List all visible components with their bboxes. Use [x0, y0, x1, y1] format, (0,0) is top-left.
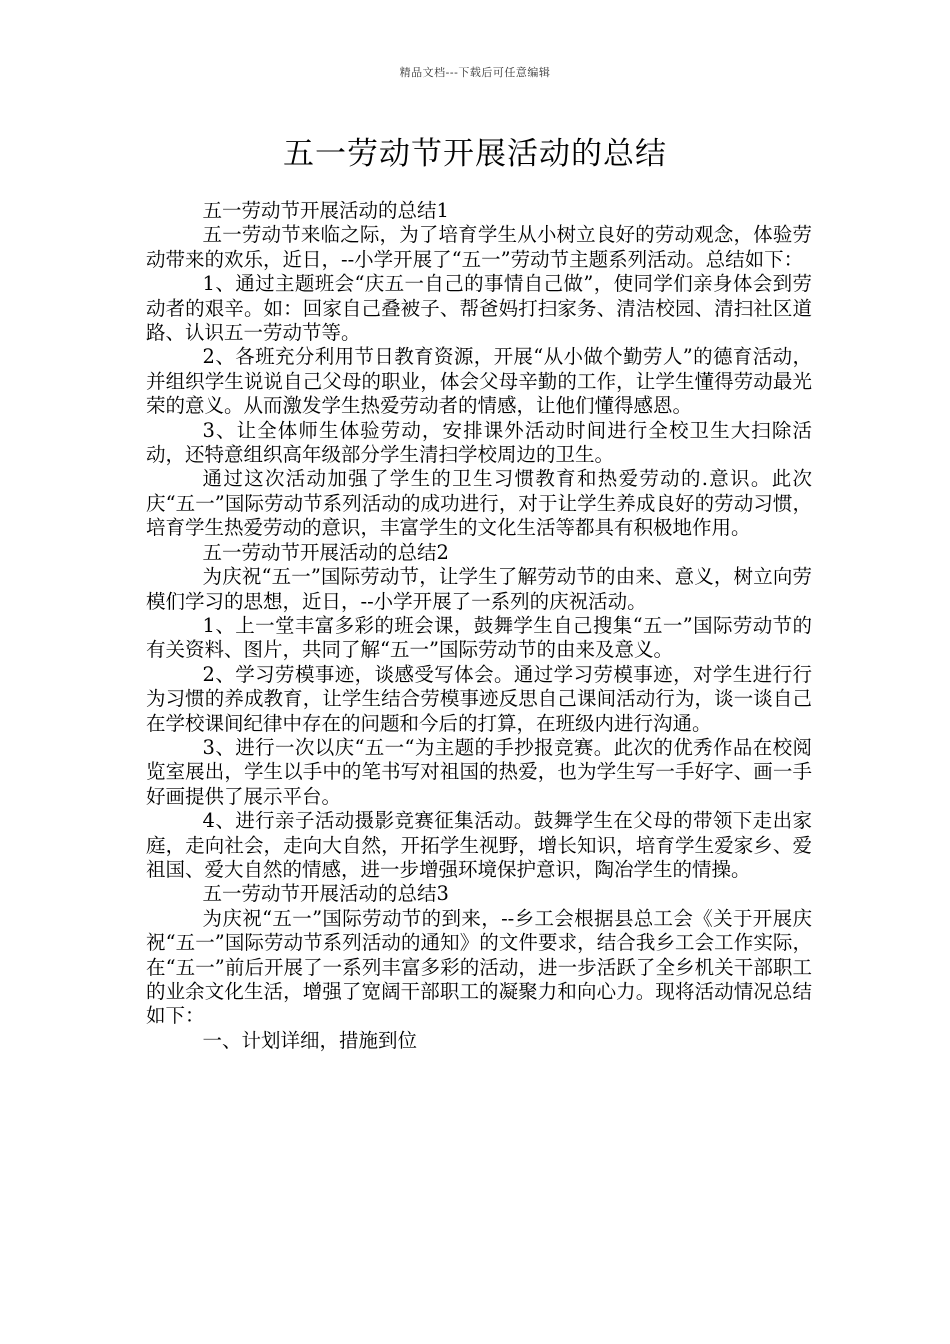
paragraph: 1、上一堂丰富多彩的班会课，鼓舞学生自己搜集“五一”国际劳动节的有关资料、图片，共同了解“五一”国际劳动节的由来及意义。	[146, 613, 812, 662]
section-heading-2: 五一劳动节开展活动的总结2	[202, 540, 449, 564]
paragraph: 3、让全体师生体验劳动，安排课外活动时间进行全校卫生大扫除活动，还特意组织高年级部分学生清扫学校周边的卫生。	[146, 418, 812, 467]
paragraph: 1、通过主题班会“庆五一自己的事情自己做”，使同学们亲身体会到劳动者的艰辛。如：回家自己叠被子、帮爸妈打扫家务、清洁校园、清扫社区道路、认识五一劳动节等。	[146, 272, 812, 345]
paragraph: 五一劳动节来临之际，为了培育学生从小树立良好的劳动观念，体验劳动带来的欢乐，近日，--小学开展了“五一”劳动节主题系列活动。总结如下：	[146, 223, 812, 271]
paragraph: 为庆祝“五一”国际劳动节的到来，--乡工会根据县总工会《关于开展庆祝“五一”国际劳动节系列活动的通知》的文件要求，结合我乡工会工作实际，在“五一”前后开展了一系列丰富多彩的活动，进一步活跃了全乡机关干部职工的业余文化生活，增强了宽阔干部职工的凝聚力和向心力。现将活动情况总结如下：	[146, 906, 812, 1028]
section-heading-3: 五一劳动节开展活动的总结3	[202, 882, 449, 906]
page-header: 精品文档---下载后可任意编辑	[399, 66, 551, 79]
section-heading-1: 五一劳动节开展活动的总结1	[202, 199, 449, 222]
paragraph: 3、进行一次以庆“五一“为主题的手抄报竞赛。此次的优秀作品在校阅览室展出，学生以手中的笔书写对祖国的热爱，也为学生写一手好字、画一手好画提供了展示平台。	[146, 735, 812, 808]
paragraph: 2、各班充分利用节日教育资源，开展“从小做个勤劳人”的德育活动，并组织学生说说自己父母的职业，体会父母辛勤的工作，让学生懂得劳动最光荣的意义。从而激发学生热爱劳动者的情感，让他们懂得感恩。	[146, 345, 812, 418]
document-title: 五一劳动节开展活动的总结	[283, 136, 667, 172]
paragraph: 一、计划详细，措施到位	[202, 1028, 418, 1052]
paragraph: 4、进行亲子活动摄影竞赛征集活动。鼓舞学生在父母的带领下走出家庭，走向社会，走向大自然，开拓学生视野，增长知识，培育学生爱家乡、爱祖国、爱大自然的情感，进一步增强环境保护意识，陶冶学生的情操。	[146, 809, 812, 881]
paragraph: 通过这次活动加强了学生的卫生习惯教育和热爱劳动的.意识。此次庆“五一”国际劳动节系列活动的成功进行，对于让学生养成良好的劳动习惯，培育学生热爱劳动的意识，丰富学生的文化生活等都具有积极地作用。	[146, 467, 812, 540]
document-body	[146, 199, 812, 1053]
paragraph: 为庆祝“五一”国际劳动节，让学生了解劳动节的由来、意义，树立向劳模们学习的思想，近日，--小学开展了一系列的庆祝活动。	[146, 565, 812, 613]
paragraph: 2、学习劳模事迹，谈感受写体会。通过学习劳模事迹，对学生进行行为习惯的养成教育，让学生结合劳模事迹反思自己课间活动行为，谈一谈自己在学校课间纪律中存在的问题和今后的打算，在班级内进行沟通。	[146, 662, 812, 735]
